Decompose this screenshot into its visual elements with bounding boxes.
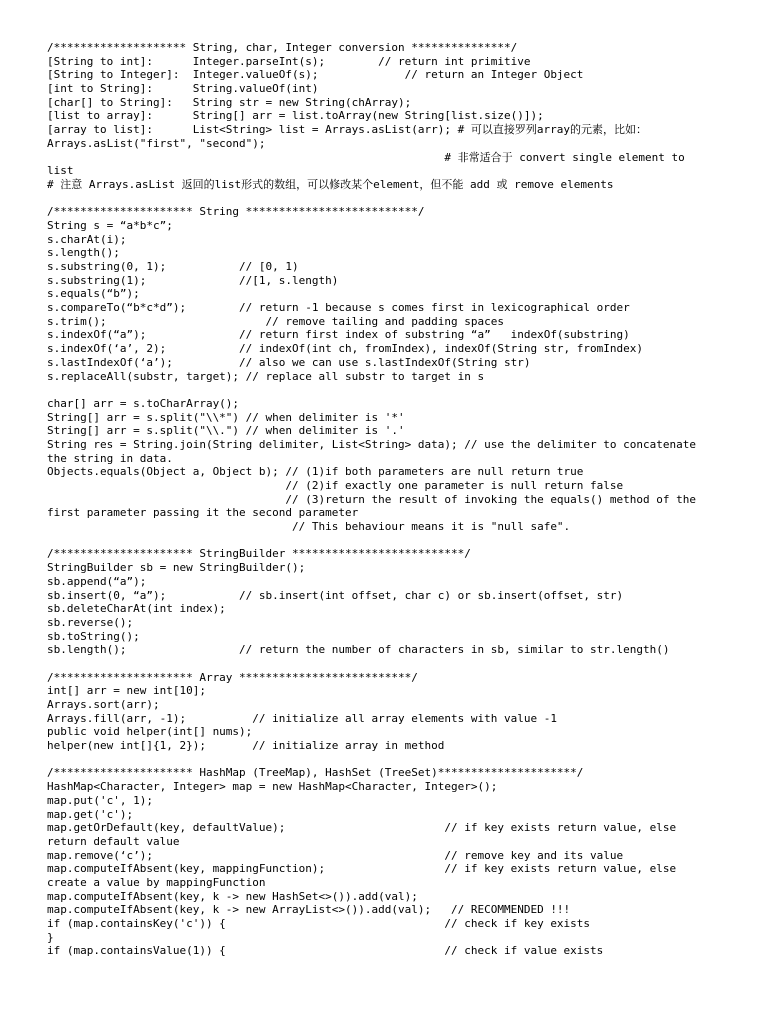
section-array: [47, 671, 728, 753]
code-line: Arrays.fill(arr, -1); // initialize all array elements with value -1: [47, 711, 557, 725]
code-line: // (3)return the result of invoking the equals() method of the: [47, 492, 697, 506]
code-line: StringBuilder sb = new StringBuilder();: [47, 561, 306, 575]
section-stringbuilder: [47, 547, 728, 657]
code-line: list: [47, 164, 74, 178]
blank-line: [47, 383, 728, 397]
code-line: s.length();: [47, 246, 120, 260]
code-line: sb.toString();: [47, 629, 140, 643]
code-line: s.replaceAll(substr, target); // replace all substr to target in s: [47, 369, 485, 383]
code-line: # 注意 Arrays.asList 返回的list形式的数组，可以修改某个element，但不能 add 或 remove elements: [47, 177, 614, 191]
code-line: /********************* String **************************/: [47, 205, 425, 219]
code-line: helper(new int[]{1, 2}); // initialize array in method: [47, 739, 445, 753]
code-line: String[] arr = s.split("\\*") // when delimiter is '*': [47, 410, 405, 424]
code-line: [String to Integer]: Integer.valueOf(s); // return an Integer Object: [47, 68, 584, 82]
code-line: // This behaviour means it is "null safe".: [47, 520, 571, 534]
code-line: s.lastIndexOf(‘a’); // also we can use s.lastIndexOf(String str): [47, 355, 531, 369]
code-line: s.substring(0, 1); // [0, 1): [47, 260, 299, 273]
code-line: [list to array]: String[] arr = list.toArray(new String[list.size()]);: [47, 109, 544, 123]
code-line: public void helper(int[] nums);: [47, 725, 253, 739]
code-line: Arrays.asList("first", "second");: [47, 136, 266, 150]
section-hashmap: [47, 766, 728, 958]
code-line: map.remove(‘c’); // remove key and its value: [47, 848, 624, 862]
code-line: String res = String.join(String delimiter, List<String> data); // use the delimiter to concatenate: [47, 437, 697, 451]
code-line: s.substring(1); //[1, s.length): [47, 273, 339, 287]
code-line: create a value by mappingFunction: [47, 875, 266, 889]
code-line: s.indexOf(‘a’, 2); // indexOf(int ch, fromIndex), indexOf(String str, fromIndex): [47, 342, 644, 356]
code-line: /********************* Array **************************/: [47, 670, 418, 684]
code-line: Arrays.sort(arr);: [47, 698, 160, 711]
section-split: [47, 397, 728, 534]
code-line: first parameter passing it the second parameter: [47, 506, 359, 520]
code-line: /******************** String, char, Integer conversion ***************/: [47, 41, 518, 54]
blank-line: [47, 657, 728, 671]
code-line: sb.append(“a”);: [47, 574, 147, 588]
blank-line: [47, 753, 728, 767]
code-line: s.indexOf(“a”); // return first index of substring “a” indexOf(substring): [47, 328, 630, 342]
code-line: # 非常适合于 convert single element to: [47, 150, 685, 164]
code-line: char[] arr = s.toCharArray();: [47, 396, 240, 410]
code-line: int[] arr = new int[10];: [47, 684, 206, 698]
code-line: HashMap<Character, Integer> map = new HashMap<Character, Integer>();: [47, 780, 498, 794]
code-line: [array to list]: List<String> list = Arrays.asList(arr); # 可以直接罗列array的元素，比如：: [47, 123, 647, 137]
section-conversion: [47, 41, 728, 192]
code-line: String[] arr = s.split("\\.") // when delimiter is '.': [47, 424, 405, 438]
code-line: map.computeIfAbsent(key, k -> new ArrayList<>()).add(val); // RECOMMENDED !!!: [47, 903, 571, 917]
code-line: sb.deleteCharAt(int index);: [47, 602, 226, 616]
code-line: s.equals(“b”);: [47, 287, 140, 301]
code-line: map.put('c', 1);: [47, 793, 153, 807]
code-line: map.computeIfAbsent(key, k -> new HashSet<>()).add(val);: [47, 889, 418, 903]
code-line: [String to int]: Integer.parseInt(s); // return int primitive: [47, 54, 531, 68]
code-line: the string in data.: [47, 451, 173, 465]
code-line: if (map.containsValue(1)) { // check if value exists: [47, 944, 604, 958]
blank-line: [47, 192, 728, 206]
code-line: sb.length(); // return the number of characters in sb, similar to str.length(): [47, 643, 670, 657]
blank-line: [47, 534, 728, 548]
code-line: String s = “a*b*c”;: [47, 218, 173, 232]
code-line: s.compareTo(“b*c*d”); // return -1 because s comes first in lexicographical order: [47, 301, 630, 315]
code-line: map.computeIfAbsent(key, mappingFunction); // if key exists return value, else: [47, 862, 677, 876]
code-line: [int to String]: String.valueOf(int): [47, 82, 319, 96]
code-line: // (2)if exactly one parameter is null return false: [47, 479, 624, 492]
code-line: sb.reverse();: [47, 615, 134, 629]
code-line: map.get('c');: [47, 807, 134, 821]
code-line: }: [47, 930, 54, 944]
code-line: s.trim(); // remove tailing and padding spaces: [47, 314, 504, 328]
code-line: sb.insert(0, “a”); // sb.insert(int offset, char c) or sb.insert(offset, str): [47, 588, 624, 602]
code-line: if (map.containsKey('c')) { // check if key exists: [47, 917, 591, 930]
code-line: [char[] to String]: String str = new String(chArray);: [47, 95, 412, 109]
section-string: [47, 205, 728, 383]
code-line: /********************* HashMap (TreeMap), HashSet (TreeSet)*********************/: [47, 766, 584, 780]
code-line: s.charAt(i);: [47, 232, 127, 246]
code-line: return default value: [47, 834, 180, 848]
code-line: Objects.equals(Object a, Object b); // (1)if both parameters are null return true: [47, 465, 584, 479]
code-line: map.getOrDefault(key, defaultValue); // if key exists return value, else: [47, 821, 677, 835]
code-line: /********************* StringBuilder **************************/: [47, 547, 471, 561]
